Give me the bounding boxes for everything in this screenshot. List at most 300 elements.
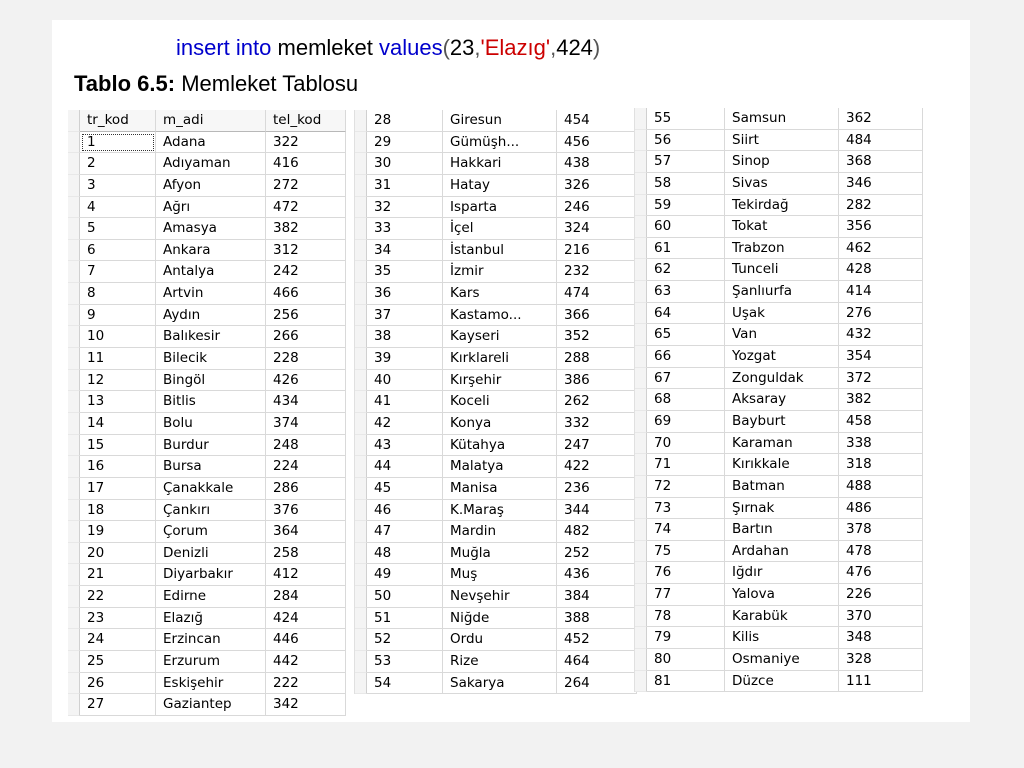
- cell-m-adi[interactable]: Sivas: [725, 173, 839, 195]
- cell-tel-kod[interactable]: 252: [557, 543, 637, 565]
- cell-m-adi[interactable]: Bingöl: [156, 370, 266, 392]
- cell-tel-kod[interactable]: 454: [557, 110, 637, 132]
- cell-tel-kod[interactable]: 354: [839, 346, 923, 368]
- cell-m-adi[interactable]: Samsun: [725, 108, 839, 130]
- cell-tel-kod[interactable]: 352: [557, 326, 637, 348]
- cell-tr-kod[interactable]: 14: [80, 413, 156, 435]
- row-selector[interactable]: [635, 519, 647, 541]
- cell-tel-kod[interactable]: 426: [266, 370, 346, 392]
- row-selector[interactable]: [635, 303, 647, 325]
- cell-tel-kod[interactable]: 266: [266, 326, 346, 348]
- cell-tel-kod[interactable]: 224: [266, 456, 346, 478]
- table-row[interactable]: [635, 541, 923, 563]
- cell-m-adi[interactable]: Karabük: [725, 606, 839, 628]
- row-selector[interactable]: [68, 543, 80, 565]
- cell-m-adi[interactable]: Gaziantep: [156, 694, 266, 716]
- cell-tr-kod[interactable]: 70: [647, 433, 725, 455]
- row-selector[interactable]: [355, 521, 367, 543]
- row-selector[interactable]: [635, 130, 647, 152]
- cell-m-adi[interactable]: Ankara: [156, 240, 266, 262]
- cell-tr-kod[interactable]: 59: [647, 195, 725, 217]
- cell-tel-kod[interactable]: 428: [839, 259, 923, 281]
- row-selector[interactable]: [68, 391, 80, 413]
- cell-m-adi[interactable]: Adıyaman: [156, 153, 266, 175]
- cell-tel-kod[interactable]: 232: [557, 261, 637, 283]
- row-selector[interactable]: [68, 456, 80, 478]
- cell-tel-kod[interactable]: 216: [557, 240, 637, 262]
- cell-m-adi[interactable]: Manisa: [443, 478, 557, 500]
- cell-tr-kod[interactable]: 53: [367, 651, 443, 673]
- cell-tel-kod[interactable]: 386: [557, 370, 637, 392]
- row-selector[interactable]: [635, 151, 647, 173]
- cell-tel-kod[interactable]: 412: [266, 564, 346, 586]
- cell-tel-kod[interactable]: 264: [557, 673, 637, 695]
- row-selector[interactable]: [355, 478, 367, 500]
- cell-tr-kod[interactable]: 43: [367, 435, 443, 457]
- row-selector[interactable]: [68, 132, 80, 154]
- row-selector[interactable]: [355, 326, 367, 348]
- cell-tel-kod[interactable]: 344: [557, 500, 637, 522]
- row-selector[interactable]: [355, 500, 367, 522]
- row-selector[interactable]: [635, 108, 647, 130]
- cell-tr-kod[interactable]: 56: [647, 130, 725, 152]
- row-selector[interactable]: [68, 240, 80, 262]
- table-row[interactable]: [635, 433, 923, 455]
- table-row[interactable]: [355, 478, 637, 500]
- row-selector[interactable]: [68, 305, 80, 327]
- cell-tel-kod[interactable]: 452: [557, 629, 637, 651]
- cell-tr-kod[interactable]: 41: [367, 391, 443, 413]
- cell-m-adi[interactable]: Giresun: [443, 110, 557, 132]
- cell-tel-kod[interactable]: 464: [557, 651, 637, 673]
- cell-tel-kod[interactable]: 364: [266, 521, 346, 543]
- cell-tr-kod[interactable]: 60: [647, 216, 725, 238]
- row-selector[interactable]: [635, 238, 647, 260]
- table-row[interactable]: [68, 391, 346, 413]
- row-selector[interactable]: [68, 261, 80, 283]
- cell-tr-kod[interactable]: 49: [367, 564, 443, 586]
- row-selector[interactable]: [355, 197, 367, 219]
- row-selector[interactable]: [68, 478, 80, 500]
- cell-m-adi[interactable]: Kırşehir: [443, 370, 557, 392]
- cell-tel-kod[interactable]: 338: [839, 433, 923, 455]
- cell-tr-kod[interactable]: 54: [367, 673, 443, 695]
- cell-tr-kod[interactable]: 67: [647, 368, 725, 390]
- table-row[interactable]: [635, 498, 923, 520]
- table-row[interactable]: [68, 673, 346, 695]
- cell-tr-kod[interactable]: 52: [367, 629, 443, 651]
- cell-tr-kod[interactable]: 48: [367, 543, 443, 565]
- row-selector[interactable]: [635, 627, 647, 649]
- table-row[interactable]: [68, 629, 346, 651]
- cell-tel-kod[interactable]: 382: [266, 218, 346, 240]
- table-row[interactable]: [355, 586, 637, 608]
- table-row[interactable]: [635, 411, 923, 433]
- table-row[interactable]: [635, 346, 923, 368]
- row-selector[interactable]: [635, 173, 647, 195]
- cell-tel-kod[interactable]: 222: [266, 673, 346, 695]
- table-row[interactable]: [68, 500, 346, 522]
- cell-tr-kod[interactable]: 4: [80, 197, 156, 219]
- cell-m-adi[interactable]: Ordu: [443, 629, 557, 651]
- cell-tr-kod[interactable]: 3: [80, 175, 156, 197]
- cell-tr-kod[interactable]: 37: [367, 305, 443, 327]
- table-row[interactable]: [355, 153, 637, 175]
- cell-m-adi[interactable]: Tekirdağ: [725, 195, 839, 217]
- cell-tel-kod[interactable]: 348: [839, 627, 923, 649]
- table-row[interactable]: [635, 454, 923, 476]
- cell-tel-kod[interactable]: 326: [557, 175, 637, 197]
- cell-m-adi[interactable]: Tokat: [725, 216, 839, 238]
- row-selector[interactable]: [355, 586, 367, 608]
- cell-tel-kod[interactable]: 382: [839, 389, 923, 411]
- cell-tel-kod[interactable]: 414: [839, 281, 923, 303]
- table-row[interactable]: [355, 608, 637, 630]
- cell-m-adi[interactable]: Nevşehir: [443, 586, 557, 608]
- row-selector[interactable]: [635, 498, 647, 520]
- cell-tel-kod[interactable]: 422: [557, 456, 637, 478]
- cell-tel-kod[interactable]: 462: [839, 238, 923, 260]
- cell-tel-kod[interactable]: 362: [839, 108, 923, 130]
- table-row[interactable]: [635, 281, 923, 303]
- cell-tr-kod[interactable]: 5: [80, 218, 156, 240]
- table-row[interactable]: [355, 391, 637, 413]
- cell-m-adi[interactable]: Hakkari: [443, 153, 557, 175]
- table-row[interactable]: [635, 303, 923, 325]
- column-header-tr-kod[interactable]: tr_kod: [80, 110, 156, 132]
- cell-tel-kod[interactable]: 288: [557, 348, 637, 370]
- cell-tel-kod[interactable]: 442: [266, 651, 346, 673]
- cell-tel-kod[interactable]: 438: [557, 153, 637, 175]
- cell-m-adi[interactable]: Bartın: [725, 519, 839, 541]
- cell-tr-kod[interactable]: 58: [647, 173, 725, 195]
- cell-tr-kod[interactable]: 33: [367, 218, 443, 240]
- cell-tel-kod[interactable]: 458: [839, 411, 923, 433]
- cell-m-adi[interactable]: Bursa: [156, 456, 266, 478]
- cell-tr-kod[interactable]: 17: [80, 478, 156, 500]
- cell-m-adi[interactable]: Tunceli: [725, 259, 839, 281]
- cell-tel-kod[interactable]: 228: [266, 348, 346, 370]
- row-selector[interactable]: [635, 411, 647, 433]
- cell-m-adi[interactable]: Batman: [725, 476, 839, 498]
- cell-m-adi[interactable]: Malatya: [443, 456, 557, 478]
- cell-tel-kod[interactable]: 262: [557, 391, 637, 413]
- table-row[interactable]: [355, 413, 637, 435]
- cell-tr-kod[interactable]: 1: [80, 132, 156, 154]
- cell-tel-kod[interactable]: 376: [266, 500, 346, 522]
- table-row[interactable]: [355, 132, 637, 154]
- cell-m-adi[interactable]: Mardin: [443, 521, 557, 543]
- cell-tel-kod[interactable]: 328: [839, 649, 923, 671]
- cell-tr-kod[interactable]: 44: [367, 456, 443, 478]
- cell-tr-kod[interactable]: 66: [647, 346, 725, 368]
- table-row[interactable]: [635, 389, 923, 411]
- cell-m-adi[interactable]: Kırıkkale: [725, 454, 839, 476]
- table-row[interactable]: [68, 175, 346, 197]
- cell-tel-kod[interactable]: 486: [839, 498, 923, 520]
- row-selector[interactable]: [635, 584, 647, 606]
- cell-m-adi[interactable]: Denizli: [156, 543, 266, 565]
- table-row[interactable]: [355, 110, 637, 132]
- cell-tel-kod[interactable]: 432: [839, 324, 923, 346]
- cell-m-adi[interactable]: Isparta: [443, 197, 557, 219]
- table-row[interactable]: [68, 608, 346, 630]
- table-row[interactable]: [355, 261, 637, 283]
- cell-m-adi[interactable]: Kayseri: [443, 326, 557, 348]
- row-selector[interactable]: [355, 348, 367, 370]
- cell-m-adi[interactable]: Kilis: [725, 627, 839, 649]
- cell-tr-kod[interactable]: 55: [647, 108, 725, 130]
- cell-tr-kod[interactable]: 6: [80, 240, 156, 262]
- row-selector[interactable]: [68, 413, 80, 435]
- cell-tel-kod[interactable]: 286: [266, 478, 346, 500]
- cell-tr-kod[interactable]: 45: [367, 478, 443, 500]
- cell-m-adi[interactable]: Bolu: [156, 413, 266, 435]
- row-selector[interactable]: [635, 368, 647, 390]
- cell-tel-kod[interactable]: 276: [839, 303, 923, 325]
- cell-tel-kod[interactable]: 324: [557, 218, 637, 240]
- cell-m-adi[interactable]: Kars: [443, 283, 557, 305]
- table-row[interactable]: [635, 584, 923, 606]
- cell-m-adi[interactable]: Hatay: [443, 175, 557, 197]
- cell-tr-kod[interactable]: 9: [80, 305, 156, 327]
- row-selector[interactable]: [635, 324, 647, 346]
- table-row[interactable]: [68, 564, 346, 586]
- table-row[interactable]: [68, 326, 346, 348]
- table-row[interactable]: [68, 478, 346, 500]
- cell-tel-kod[interactable]: 226: [839, 584, 923, 606]
- table-row[interactable]: [68, 586, 346, 608]
- cell-m-adi[interactable]: Artvin: [156, 283, 266, 305]
- row-selector[interactable]: [355, 240, 367, 262]
- table-row[interactable]: [355, 543, 637, 565]
- column-header-tel-kod[interactable]: tel_kod: [266, 110, 346, 132]
- cell-tr-kod[interactable]: 26: [80, 673, 156, 695]
- cell-tel-kod[interactable]: 372: [839, 368, 923, 390]
- row-selector[interactable]: [68, 348, 80, 370]
- table-row[interactable]: [68, 261, 346, 283]
- row-selector[interactable]: [68, 673, 80, 695]
- cell-tr-kod[interactable]: 31: [367, 175, 443, 197]
- cell-tr-kod[interactable]: 15: [80, 435, 156, 457]
- table-row[interactable]: [68, 456, 346, 478]
- cell-tr-kod[interactable]: 63: [647, 281, 725, 303]
- cell-tel-kod[interactable]: 476: [839, 562, 923, 584]
- cell-tel-kod[interactable]: 488: [839, 476, 923, 498]
- table-row[interactable]: [355, 435, 637, 457]
- cell-tr-kod[interactable]: 13: [80, 391, 156, 413]
- cell-m-adi[interactable]: Karaman: [725, 433, 839, 455]
- table-row[interactable]: [355, 197, 637, 219]
- row-selector[interactable]: [68, 694, 80, 716]
- cell-m-adi[interactable]: İstanbul: [443, 240, 557, 262]
- cell-tel-kod[interactable]: 474: [557, 283, 637, 305]
- results-grid-part-1[interactable]: [68, 110, 346, 716]
- table-row[interactable]: [68, 240, 346, 262]
- cell-tr-kod[interactable]: 29: [367, 132, 443, 154]
- cell-tr-kod[interactable]: 69: [647, 411, 725, 433]
- cell-tel-kod[interactable]: 484: [839, 130, 923, 152]
- table-row[interactable]: [355, 456, 637, 478]
- cell-m-adi[interactable]: Adana: [156, 132, 266, 154]
- table-row[interactable]: [355, 564, 637, 586]
- cell-m-adi[interactable]: Kırklareli: [443, 348, 557, 370]
- table-row[interactable]: [355, 326, 637, 348]
- row-selector[interactable]: [68, 283, 80, 305]
- cell-tel-kod[interactable]: 246: [557, 197, 637, 219]
- row-selector[interactable]: [355, 283, 367, 305]
- row-selector[interactable]: [355, 456, 367, 478]
- cell-tr-kod[interactable]: 21: [80, 564, 156, 586]
- cell-m-adi[interactable]: Çorum: [156, 521, 266, 543]
- cell-m-adi[interactable]: Siirt: [725, 130, 839, 152]
- cell-m-adi[interactable]: Diyarbakır: [156, 564, 266, 586]
- cell-tr-kod[interactable]: 7: [80, 261, 156, 283]
- cell-tel-kod[interactable]: 322: [266, 132, 346, 154]
- cell-m-adi[interactable]: Yalova: [725, 584, 839, 606]
- results-grid-part-3[interactable]: [634, 108, 923, 692]
- row-selector[interactable]: [355, 261, 367, 283]
- cell-tr-kod[interactable]: 47: [367, 521, 443, 543]
- column-header-m-adi[interactable]: m_adi: [156, 110, 266, 132]
- row-selector[interactable]: [355, 132, 367, 154]
- cell-m-adi[interactable]: Burdur: [156, 435, 266, 457]
- cell-tr-kod[interactable]: 72: [647, 476, 725, 498]
- cell-tel-kod[interactable]: 312: [266, 240, 346, 262]
- row-selector[interactable]: [68, 651, 80, 673]
- table-row[interactable]: [635, 238, 923, 260]
- cell-tr-kod[interactable]: 62: [647, 259, 725, 281]
- table-row[interactable]: [68, 435, 346, 457]
- cell-tr-kod[interactable]: 11: [80, 348, 156, 370]
- cell-tr-kod[interactable]: 46: [367, 500, 443, 522]
- table-row[interactable]: [68, 651, 346, 673]
- cell-tel-kod[interactable]: 346: [839, 173, 923, 195]
- cell-tel-kod[interactable]: 248: [266, 435, 346, 457]
- cell-m-adi[interactable]: Düzce: [725, 671, 839, 693]
- cell-m-adi[interactable]: Gümüşh...: [443, 132, 557, 154]
- cell-m-adi[interactable]: Erzincan: [156, 629, 266, 651]
- cell-tel-kod[interactable]: 436: [557, 564, 637, 586]
- cell-tel-kod[interactable]: 434: [266, 391, 346, 413]
- cell-m-adi[interactable]: Rize: [443, 651, 557, 673]
- cell-tr-kod[interactable]: 74: [647, 519, 725, 541]
- cell-m-adi[interactable]: Ağrı: [156, 197, 266, 219]
- cell-tr-kod[interactable]: 35: [367, 261, 443, 283]
- table-row[interactable]: [355, 673, 637, 695]
- row-selector[interactable]: [68, 218, 80, 240]
- row-selector[interactable]: [635, 281, 647, 303]
- cell-tr-kod[interactable]: 36: [367, 283, 443, 305]
- row-selector[interactable]: [355, 175, 367, 197]
- row-selector[interactable]: [68, 586, 80, 608]
- cell-tel-kod[interactable]: 374: [266, 413, 346, 435]
- cell-tr-kod[interactable]: 34: [367, 240, 443, 262]
- cell-m-adi[interactable]: Iğdır: [725, 562, 839, 584]
- cell-tel-kod[interactable]: 111: [839, 671, 923, 693]
- table-row[interactable]: [635, 216, 923, 238]
- cell-m-adi[interactable]: Trabzon: [725, 238, 839, 260]
- cell-tel-kod[interactable]: 370: [839, 606, 923, 628]
- cell-tel-kod[interactable]: 456: [557, 132, 637, 154]
- cell-tr-kod[interactable]: 42: [367, 413, 443, 435]
- cell-m-adi[interactable]: Muş: [443, 564, 557, 586]
- cell-tel-kod[interactable]: 368: [839, 151, 923, 173]
- table-row[interactable]: [355, 500, 637, 522]
- row-selector[interactable]: [68, 608, 80, 630]
- cell-tel-kod[interactable]: 318: [839, 454, 923, 476]
- cell-tel-kod[interactable]: 446: [266, 629, 346, 651]
- row-selector[interactable]: [635, 195, 647, 217]
- cell-tel-kod[interactable]: 356: [839, 216, 923, 238]
- table-row[interactable]: [635, 324, 923, 346]
- table-row[interactable]: [355, 370, 637, 392]
- cell-tr-kod[interactable]: 24: [80, 629, 156, 651]
- cell-tr-kod[interactable]: 30: [367, 153, 443, 175]
- row-selector[interactable]: [635, 562, 647, 584]
- cell-m-adi[interactable]: K.Maraş: [443, 500, 557, 522]
- row-selector[interactable]: [635, 346, 647, 368]
- row-selector[interactable]: [635, 389, 647, 411]
- cell-m-adi[interactable]: Ardahan: [725, 541, 839, 563]
- cell-m-adi[interactable]: Şanlıurfa: [725, 281, 839, 303]
- table-row[interactable]: [355, 218, 637, 240]
- cell-tr-kod[interactable]: 73: [647, 498, 725, 520]
- cell-m-adi[interactable]: Antalya: [156, 261, 266, 283]
- table-row[interactable]: [68, 521, 346, 543]
- cell-tr-kod[interactable]: 28: [367, 110, 443, 132]
- cell-tr-kod[interactable]: 16: [80, 456, 156, 478]
- cell-m-adi[interactable]: Amasya: [156, 218, 266, 240]
- row-selector[interactable]: [68, 629, 80, 651]
- row-selector[interactable]: [355, 218, 367, 240]
- cell-m-adi[interactable]: Van: [725, 324, 839, 346]
- row-selector[interactable]: [355, 564, 367, 586]
- cell-tr-kod[interactable]: 20: [80, 543, 156, 565]
- table-row[interactable]: [635, 519, 923, 541]
- cell-tel-kod[interactable]: 482: [557, 521, 637, 543]
- table-row[interactable]: [635, 671, 923, 693]
- row-selector[interactable]: [355, 435, 367, 457]
- table-row[interactable]: [68, 283, 346, 305]
- table-row[interactable]: [68, 348, 346, 370]
- row-selector[interactable]: [635, 649, 647, 671]
- cell-m-adi[interactable]: Koceli: [443, 391, 557, 413]
- table-row[interactable]: [635, 649, 923, 671]
- cell-m-adi[interactable]: Osmaniye: [725, 649, 839, 671]
- cell-tr-kod[interactable]: 78: [647, 606, 725, 628]
- cell-tel-kod[interactable]: 258: [266, 543, 346, 565]
- cell-m-adi[interactable]: Konya: [443, 413, 557, 435]
- cell-m-adi[interactable]: Kütahya: [443, 435, 557, 457]
- cell-m-adi[interactable]: Zonguldak: [725, 368, 839, 390]
- cell-tel-kod[interactable]: 284: [266, 586, 346, 608]
- cell-m-adi[interactable]: Afyon: [156, 175, 266, 197]
- cell-m-adi[interactable]: Bayburt: [725, 411, 839, 433]
- table-row[interactable]: [355, 240, 637, 262]
- cell-tel-kod[interactable]: 282: [839, 195, 923, 217]
- cell-tr-kod[interactable]: 51: [367, 608, 443, 630]
- table-row[interactable]: [68, 694, 346, 716]
- cell-m-adi[interactable]: Erzurum: [156, 651, 266, 673]
- cell-m-adi[interactable]: Şırnak: [725, 498, 839, 520]
- cell-tel-kod[interactable]: 416: [266, 153, 346, 175]
- table-row[interactable]: [635, 476, 923, 498]
- cell-m-adi[interactable]: İçel: [443, 218, 557, 240]
- row-selector[interactable]: [355, 370, 367, 392]
- cell-tr-kod[interactable]: 75: [647, 541, 725, 563]
- cell-m-adi[interactable]: Balıkesir: [156, 326, 266, 348]
